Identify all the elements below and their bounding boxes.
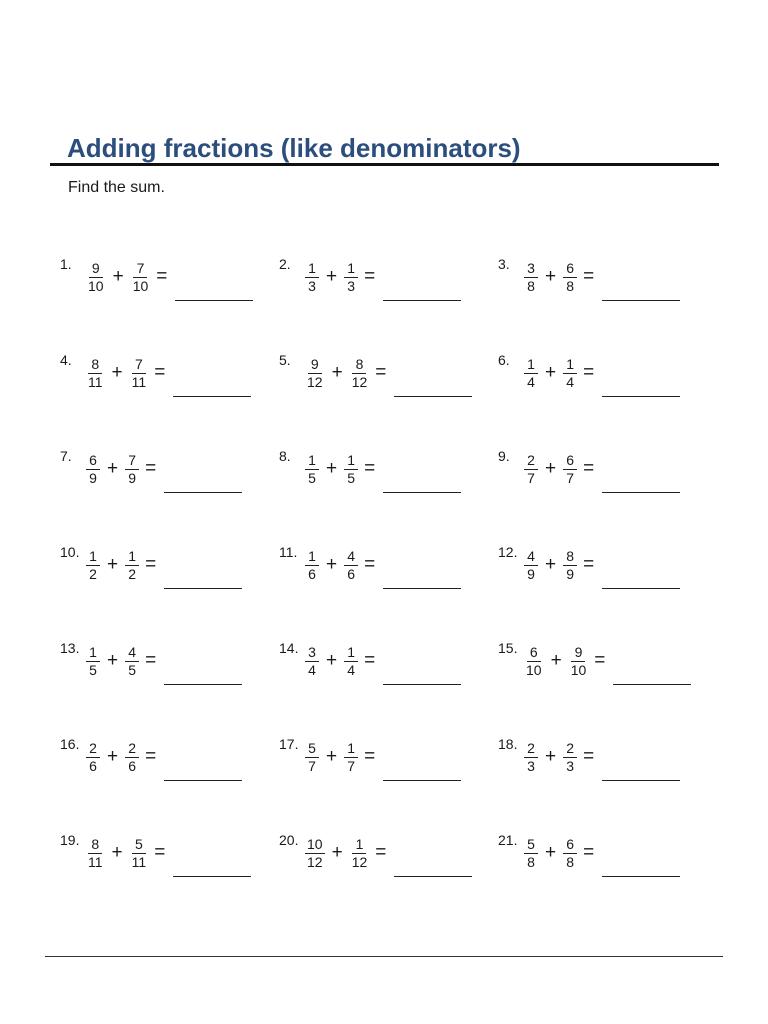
answer-blank[interactable]	[173, 876, 251, 877]
fraction	[524, 644, 544, 679]
fraction	[563, 548, 577, 583]
fraction	[350, 836, 370, 871]
numerator: 2	[125, 740, 139, 758]
numerator: 1	[524, 356, 538, 374]
equals-sign: =	[583, 362, 595, 383]
denominator: 8	[527, 853, 535, 870]
problem-number: 1.	[60, 256, 72, 272]
numerator: 6	[527, 644, 541, 662]
problem-number: 7.	[60, 448, 72, 464]
plus-sign: +	[107, 746, 119, 767]
equals-sign: =	[594, 650, 606, 671]
fraction	[305, 452, 319, 487]
fraction	[344, 548, 358, 583]
denominator: 9	[566, 565, 574, 582]
problem-10	[60, 540, 242, 590]
equals-sign: =	[375, 362, 387, 383]
equals-sign: =	[154, 842, 166, 863]
problem-number: 16.	[60, 736, 80, 752]
denominator: 7	[308, 757, 316, 774]
problem-number: 3.	[498, 256, 510, 272]
numerator: 5	[305, 740, 319, 758]
answer-blank[interactable]	[602, 492, 680, 493]
numerator: 6	[86, 452, 100, 470]
problem-17	[279, 732, 461, 782]
answer-blank[interactable]	[175, 300, 253, 301]
fraction	[86, 740, 100, 775]
fraction	[86, 836, 105, 871]
plus-sign: +	[107, 554, 119, 575]
numerator: 4	[125, 644, 139, 662]
equals-sign: =	[583, 266, 595, 287]
problem-number: 21.	[498, 832, 518, 848]
plus-sign: +	[545, 842, 557, 863]
plus-sign: +	[545, 554, 557, 575]
denominator: 3	[527, 757, 535, 774]
numerator: 1	[344, 260, 358, 278]
answer-blank[interactable]	[383, 300, 461, 301]
fraction	[86, 452, 100, 487]
denominator: 8	[527, 277, 535, 294]
problem-number: 12.	[498, 544, 518, 560]
equals-sign: =	[364, 266, 376, 287]
denominator: 5	[128, 661, 136, 678]
problem-16	[60, 732, 242, 782]
fraction	[563, 452, 577, 487]
problem-18	[498, 732, 680, 782]
fraction	[563, 836, 577, 871]
denominator: 6	[347, 565, 355, 582]
problem-4	[60, 348, 251, 398]
worksheet-title: Adding fractions (like denominators)	[67, 133, 521, 163]
fraction	[563, 740, 577, 775]
problem-number: 11.	[279, 544, 298, 560]
problem-number: 18.	[498, 736, 518, 752]
problem-number: 17.	[279, 736, 299, 752]
denominator: 11	[88, 853, 103, 870]
fraction	[524, 260, 538, 295]
numerator: 7	[125, 452, 139, 470]
numerator: 1	[563, 356, 577, 374]
numerator: 7	[133, 260, 147, 278]
equals-sign: =	[364, 554, 376, 575]
denominator: 5	[347, 469, 355, 486]
equals-sign: =	[145, 746, 157, 767]
numerator: 1	[344, 644, 358, 662]
title-underline	[50, 163, 719, 166]
numerator: 2	[563, 740, 577, 758]
denominator: 8	[566, 277, 574, 294]
fraction	[305, 644, 319, 679]
denominator: 4	[308, 661, 316, 678]
plus-sign: +	[112, 266, 124, 287]
problem-15	[498, 636, 691, 686]
problem-number: 9.	[498, 448, 510, 464]
plus-sign: +	[107, 458, 119, 479]
plus-sign: +	[545, 362, 557, 383]
fraction	[524, 548, 538, 583]
answer-blank[interactable]	[394, 396, 472, 397]
numerator: 5	[524, 836, 538, 854]
numerator: 3	[305, 644, 319, 662]
answer-blank[interactable]	[164, 684, 242, 685]
numerator: 1	[305, 548, 319, 566]
numerator: 8	[352, 356, 366, 374]
fraction	[125, 452, 139, 487]
fraction	[344, 740, 358, 775]
equals-sign: =	[145, 554, 157, 575]
plus-sign: +	[111, 362, 123, 383]
fraction	[131, 260, 151, 295]
denominator: 12	[307, 853, 323, 870]
denominator: 12	[351, 853, 368, 870]
answer-blank[interactable]	[613, 684, 691, 685]
problem-14	[279, 636, 461, 686]
fraction	[130, 356, 149, 391]
plus-sign: +	[326, 554, 338, 575]
equals-sign: =	[364, 458, 376, 479]
equals-sign: =	[156, 266, 168, 287]
denominator: 6	[89, 757, 97, 774]
denominator: 8	[566, 853, 574, 870]
numerator: 3	[524, 260, 538, 278]
plus-sign: +	[326, 458, 338, 479]
denominator: 4	[527, 373, 535, 390]
problem-number: 20.	[279, 832, 299, 848]
numerator: 9	[571, 644, 585, 662]
fraction	[305, 548, 319, 583]
answer-blank[interactable]	[602, 876, 680, 877]
answer-blank[interactable]	[602, 396, 680, 397]
equals-sign: =	[583, 746, 595, 767]
equals-sign: =	[364, 650, 376, 671]
problem-20	[279, 828, 472, 878]
denominator: 10	[88, 277, 104, 294]
denominator: 9	[527, 565, 535, 582]
denominator: 11	[131, 373, 147, 390]
equals-sign: =	[583, 842, 595, 863]
problem-9	[498, 444, 680, 494]
denominator: 2	[89, 565, 97, 582]
plus-sign: +	[326, 266, 338, 287]
denominator: 12	[307, 373, 323, 390]
problem-2	[279, 252, 461, 302]
plus-sign: +	[545, 266, 557, 287]
problem-12	[498, 540, 680, 590]
problem-number: 15.	[498, 640, 518, 656]
denominator: 9	[128, 469, 136, 486]
equals-sign: =	[154, 362, 166, 383]
denominator: 3	[347, 277, 355, 294]
answer-blank[interactable]	[173, 396, 251, 397]
equals-sign: =	[145, 650, 157, 671]
denominator: 11	[88, 373, 103, 390]
numerator: 6	[563, 836, 577, 854]
answer-blank[interactable]	[394, 876, 472, 877]
denominator: 12	[351, 373, 368, 390]
fraction	[524, 740, 538, 775]
numerator: 6	[563, 452, 577, 470]
numerator: 10	[307, 835, 323, 852]
fraction	[344, 452, 358, 487]
numerator: 6	[563, 260, 577, 278]
numerator: 8	[88, 836, 102, 854]
denominator: 3	[566, 757, 574, 774]
numerator: 9	[308, 356, 322, 374]
fraction	[305, 740, 319, 775]
numerator: 9	[89, 260, 103, 278]
denominator: 2	[128, 565, 136, 582]
answer-blank[interactable]	[164, 492, 242, 493]
problem-number: 19.	[60, 832, 80, 848]
answer-blank[interactable]	[383, 492, 461, 493]
problem-13	[60, 636, 242, 686]
denominator: 7	[566, 469, 574, 486]
numerator: 8	[88, 356, 102, 374]
fraction	[350, 356, 370, 391]
numerator: 1	[86, 548, 100, 566]
problem-7	[60, 444, 242, 494]
problem-number: 8.	[279, 448, 291, 464]
problem-8	[279, 444, 461, 494]
denominator: 4	[347, 661, 355, 678]
answer-blank[interactable]	[602, 300, 680, 301]
fraction	[125, 740, 139, 775]
fraction	[86, 644, 100, 679]
fraction	[524, 452, 538, 487]
plus-sign: +	[545, 458, 557, 479]
denominator: 4	[566, 373, 574, 390]
numerator: 1	[305, 260, 319, 278]
answer-blank[interactable]	[164, 588, 242, 589]
fraction	[344, 644, 358, 679]
numerator: 1	[352, 836, 366, 854]
plus-sign: +	[111, 842, 123, 863]
fraction	[563, 356, 577, 391]
denominator: 6	[128, 757, 136, 774]
answer-blank[interactable]	[383, 780, 461, 781]
denominator: 3	[308, 277, 316, 294]
denominator: 10	[132, 277, 149, 294]
problem-11	[279, 540, 461, 590]
denominator: 6	[308, 565, 316, 582]
equals-sign: =	[583, 458, 595, 479]
denominator: 5	[89, 661, 97, 678]
fraction	[305, 356, 325, 391]
problem-3	[498, 252, 680, 302]
answer-blank[interactable]	[602, 780, 680, 781]
fraction	[524, 836, 538, 871]
fraction	[86, 356, 105, 391]
numerator: 2	[524, 740, 538, 758]
problem-6	[498, 348, 680, 398]
numerator: 8	[563, 548, 577, 566]
fraction	[86, 548, 100, 583]
fraction	[125, 644, 139, 679]
equals-sign: =	[583, 554, 595, 575]
numerator: 1	[86, 644, 100, 662]
numerator: 5	[132, 836, 146, 854]
equals-sign: =	[375, 842, 387, 863]
numerator: 1	[305, 452, 319, 470]
fraction	[86, 260, 106, 295]
denominator: 10	[526, 661, 542, 678]
footer-rule	[45, 956, 723, 957]
plus-sign: +	[326, 746, 338, 767]
numerator: 4	[524, 548, 538, 566]
plus-sign: +	[331, 362, 343, 383]
problem-21	[498, 828, 680, 878]
problem-number: 6.	[498, 352, 510, 368]
plus-sign: +	[331, 842, 343, 863]
fraction	[305, 260, 319, 295]
problem-19	[60, 828, 251, 878]
plus-sign: +	[550, 650, 562, 671]
denominator: 7	[347, 757, 355, 774]
plus-sign: +	[107, 650, 119, 671]
plus-sign: +	[326, 650, 338, 671]
equals-sign: =	[364, 746, 376, 767]
denominator: 11	[131, 853, 147, 870]
plus-sign: +	[545, 746, 557, 767]
problem-number: 4.	[60, 352, 72, 368]
numerator: 1	[344, 452, 358, 470]
equals-sign: =	[145, 458, 157, 479]
denominator: 10	[570, 661, 587, 678]
fraction	[569, 644, 589, 679]
problem-number: 5.	[279, 352, 291, 368]
numerator: 2	[86, 740, 100, 758]
problem-number: 14.	[279, 640, 299, 656]
problem-number: 10.	[60, 544, 80, 560]
answer-blank[interactable]	[383, 684, 461, 685]
denominator: 9	[89, 469, 97, 486]
fraction	[305, 836, 325, 871]
fraction	[125, 548, 139, 583]
numerator: 1	[344, 740, 358, 758]
fraction	[344, 260, 358, 295]
fraction	[524, 356, 538, 391]
denominator: 7	[527, 469, 535, 486]
problem-1	[60, 252, 253, 302]
instruction-text: Find the sum.	[68, 179, 165, 196]
fraction	[563, 260, 577, 295]
answer-blank[interactable]	[164, 780, 242, 781]
problem-number: 2.	[279, 256, 291, 272]
numerator: 7	[132, 356, 146, 374]
numerator: 4	[344, 548, 358, 566]
answer-blank[interactable]	[602, 588, 680, 589]
denominator: 5	[308, 469, 316, 486]
fraction	[130, 836, 149, 871]
numerator: 1	[125, 548, 139, 566]
answer-blank[interactable]	[383, 588, 461, 589]
numerator: 2	[524, 452, 538, 470]
problem-5	[279, 348, 472, 398]
problem-number: 13.	[60, 640, 80, 656]
